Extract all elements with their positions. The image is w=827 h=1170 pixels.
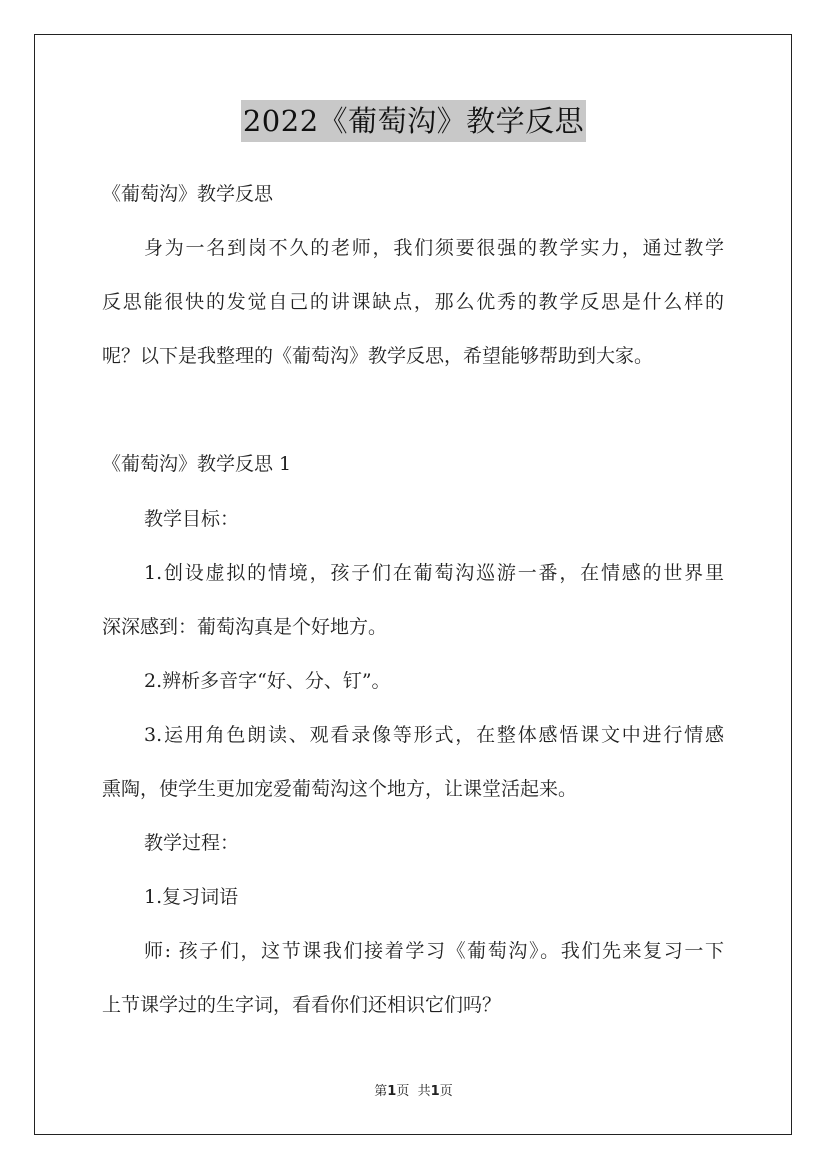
step-1: 1.复习词语 [144, 886, 239, 908]
intro-line-2: 反思能很快的发觉自己的讲课缺点，那么优秀的教学反思是什么样的 [102, 291, 724, 313]
goals-label: 教学目标： [144, 508, 240, 530]
intro-line-1: 身为一名到岗不久的老师，我们须要很强的教学实力，通过教学 [144, 237, 724, 259]
footer-total-prefix: 共 [417, 1084, 431, 1099]
footer-page-number: 1 [387, 1084, 397, 1099]
document-title: 2022《葡萄沟》教学反思 [241, 100, 586, 142]
section-heading: 《葡萄沟》教学反思 1 [102, 453, 292, 475]
intro-line-3: 呢？以下是我整理的《葡萄沟》教学反思，希望能够帮助到大家。 [102, 345, 654, 367]
goal-1-line-1: 1.创设虚拟的情境，孩子们在葡萄沟巡游一番，在情感的世界里 [144, 562, 724, 584]
footer-page-prefix: 第 [374, 1084, 388, 1099]
footer-total-suffix: 页 [439, 1084, 453, 1099]
page-footer [0, 1083, 827, 1101]
document-subtitle: 《葡萄沟》教学反思 [102, 183, 274, 205]
goal-3-line-1: 3.运用角色朗读、观看录像等形式，在整体感悟课文中进行情感 [144, 724, 724, 746]
goal-3-line-2: 熏陶，使学生更加宠爱葡萄沟这个地方，让课堂活起来。 [102, 778, 578, 800]
process-label: 教学过程： [144, 832, 240, 854]
title-container [0, 100, 827, 142]
footer-page-suffix: 页 [396, 1084, 410, 1099]
goal-2: 2.辨析多音字“好、分、钉”。 [144, 670, 391, 692]
goal-1-line-2: 深深感到：葡萄沟真是个好地方。 [102, 616, 388, 638]
footer-total-pages: 1 [430, 1084, 440, 1099]
teacher-line-2: 上节课学过的生字词，看看你们还相识它们吗？ [102, 994, 502, 1016]
teacher-line-1: 师: 孩子们，这节课我们接着学习《葡萄沟》。我们先来复习一下 [144, 940, 724, 962]
